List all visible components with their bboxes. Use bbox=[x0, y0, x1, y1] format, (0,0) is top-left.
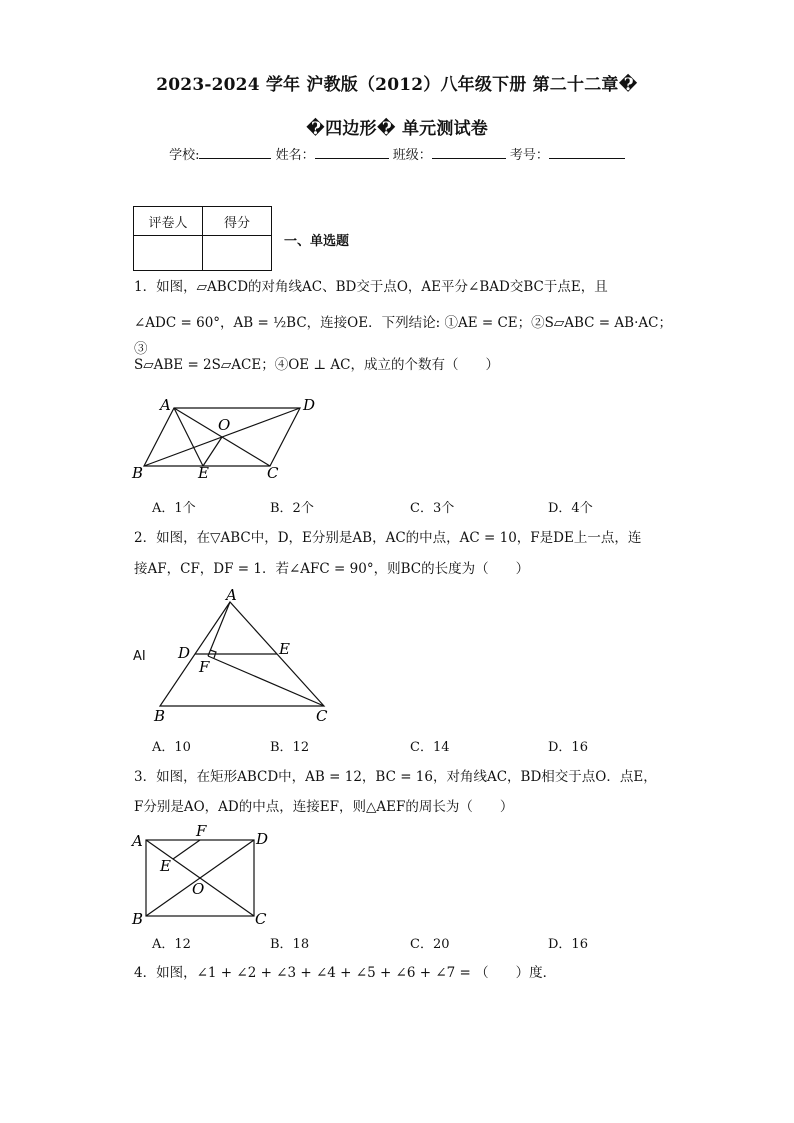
score-cell[interactable] bbox=[203, 236, 272, 271]
question-1-figure bbox=[128, 394, 328, 484]
school-label: 学校: bbox=[169, 148, 200, 163]
fig1-label-a: A bbox=[160, 396, 171, 414]
page-title-line2: �四边形� 单元测试卷 bbox=[306, 119, 488, 139]
fig3-label-b: B bbox=[132, 910, 144, 928]
score-table bbox=[133, 206, 272, 271]
fig2-label-c: C bbox=[316, 707, 328, 725]
q2-option-b[interactable]: B．12 bbox=[270, 740, 310, 755]
fig1-label-c: C bbox=[267, 464, 279, 482]
question-3-line2: F分别是AO，AD的中点，连接EF，则△AEF的周长为（ ） bbox=[134, 799, 514, 815]
question-2-line1: 2．如图，在▽ABC中，D，E分别是AB，AC的中点，AC = 10，F是DE上一点，连 bbox=[134, 530, 642, 546]
q2-side-text: AI bbox=[133, 649, 146, 664]
class-label: 班级： bbox=[392, 148, 432, 163]
q1-option-a[interactable]: A．1个 bbox=[152, 501, 196, 516]
school-blank[interactable] bbox=[199, 146, 271, 159]
exam-no-blank[interactable] bbox=[549, 146, 625, 159]
class-blank[interactable] bbox=[432, 146, 506, 159]
question-1-line2: ∠ADC = 60°，AB = ½BC，连接OE．下列结论: ①AE = CE；②S▱ABC = AB·AC；③ bbox=[134, 315, 672, 357]
fig1-label-e: E bbox=[198, 464, 209, 482]
fig3-label-e: E bbox=[160, 857, 171, 875]
fig1-label-b: B bbox=[132, 464, 144, 482]
exam-no-label: 考号： bbox=[509, 148, 549, 163]
q3-option-a[interactable]: A．12 bbox=[152, 937, 191, 952]
fig2-label-a: A bbox=[226, 586, 237, 604]
segment-ef bbox=[173, 840, 200, 859]
fig1-label-d: D bbox=[303, 396, 316, 414]
name-blank[interactable] bbox=[315, 146, 389, 159]
q1-option-b[interactable]: B．2个 bbox=[270, 501, 314, 516]
q3-option-c[interactable]: C．20 bbox=[410, 937, 450, 952]
name-label: 姓名： bbox=[275, 148, 315, 163]
q2-option-a[interactable]: A．10 bbox=[152, 740, 191, 755]
q3-option-d[interactable]: D．16 bbox=[548, 937, 588, 952]
segment-oe bbox=[203, 437, 222, 466]
fig2-label-e: E bbox=[279, 640, 290, 658]
question-2-figure bbox=[150, 586, 340, 726]
fig1-label-o: O bbox=[218, 416, 231, 434]
page-title-line1: 2023-2024 学年 沪教版（2012）八年级下册 第二十二章� bbox=[156, 75, 638, 95]
grader-header: 评卷人 bbox=[134, 207, 203, 236]
fig3-label-o: O bbox=[192, 880, 205, 898]
fig3-label-c: C bbox=[255, 910, 267, 928]
segment-cf bbox=[208, 656, 324, 706]
q3-option-b[interactable]: B．18 bbox=[270, 937, 310, 952]
q1-option-c[interactable]: C．3个 bbox=[410, 501, 455, 516]
fig2-label-f: F bbox=[199, 658, 210, 676]
question-2-line2: 接AF，CF，DF = 1．若∠AFC = 90°，则BC的长度为（ ） bbox=[134, 561, 530, 577]
fig3-label-a: A bbox=[132, 832, 143, 850]
q1-option-d[interactable]: D．4个 bbox=[548, 501, 593, 516]
fig3-label-d: D bbox=[256, 830, 269, 848]
question-1-line3: S▱ABE = 2S▱ACE；④OE ⊥ AC，成立的个数有（ ） bbox=[134, 357, 499, 373]
q2-option-d[interactable]: D．16 bbox=[548, 740, 588, 755]
fig2-label-b: B bbox=[154, 707, 166, 725]
question-3-line1: 3．如图，在矩形ABCD中，AB = 12，BC = 16，对角线AC，BD相交于点O．点E， bbox=[134, 769, 657, 785]
fig2-label-d: D bbox=[178, 644, 191, 662]
question-4-line1: 4．如图，∠1 + ∠2 + ∠3 + ∠4 + ∠5 + ∠6 + ∠7 = （ ）度． bbox=[134, 965, 557, 981]
q2-option-c[interactable]: C．14 bbox=[410, 740, 450, 755]
student-info-line bbox=[0, 144, 794, 163]
question-3-figure bbox=[128, 822, 278, 932]
score-header: 得分 bbox=[203, 207, 272, 236]
question-1-line1: 1．如图，▱ABCD的对角线AC、BD交于点O，AE平分∠BAD交BC于点E，且 bbox=[134, 279, 608, 295]
fig3-label-f: F bbox=[196, 822, 207, 840]
grader-cell[interactable] bbox=[134, 236, 203, 271]
section-heading-single-choice: 一、单选题 bbox=[284, 234, 350, 249]
